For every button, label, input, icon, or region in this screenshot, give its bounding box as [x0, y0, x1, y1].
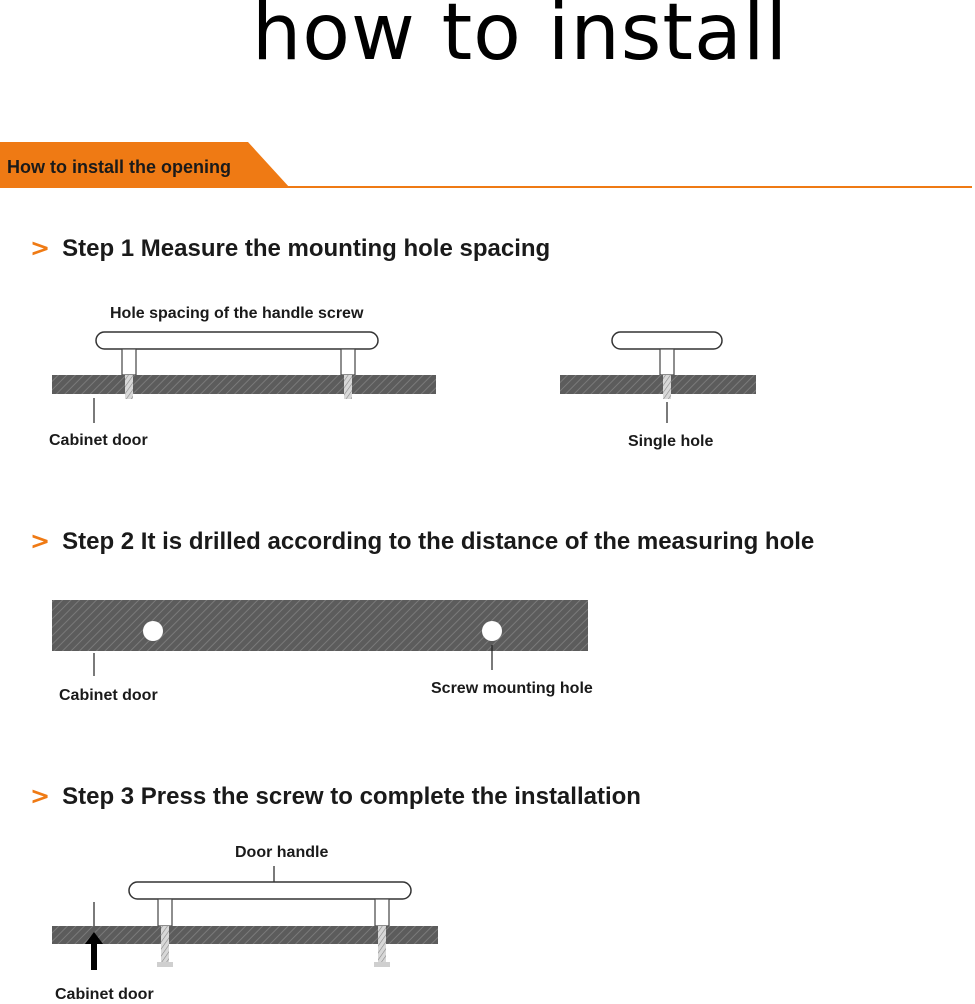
handle-bar — [96, 332, 378, 349]
screw-single — [663, 375, 671, 399]
door-handle-label: Door handle — [235, 844, 329, 861]
knob-bar — [612, 332, 722, 349]
drilled-hole-left — [143, 621, 163, 641]
step1-handle-diagram — [52, 332, 436, 423]
chevron-right-icon: > — [30, 234, 51, 262]
cabinet-door-board — [52, 375, 436, 394]
handle-leg-right — [341, 349, 355, 375]
page-title: how to install — [251, 0, 789, 78]
chevron-right-icon: > — [30, 527, 51, 555]
chevron-right-icon: > — [30, 782, 51, 810]
screw-head-left — [157, 962, 173, 967]
handle-leg-left — [158, 899, 172, 926]
screw-right — [378, 926, 386, 964]
cabinet-door-label: Cabinet door — [59, 687, 158, 704]
screw-right — [344, 375, 352, 399]
banner-label: How to install the opening — [7, 157, 231, 177]
screw-mounting-hole-label: Screw mounting hole — [431, 680, 593, 697]
knob-leg — [660, 349, 674, 375]
step-3-text: Step 3 Press the screw to complete the installation — [62, 783, 641, 810]
step3-installed-handle-diagram — [52, 866, 438, 970]
step2-drilled-board-diagram — [52, 600, 588, 676]
screw-left — [125, 375, 133, 399]
screw-left — [161, 926, 169, 964]
hole-spacing-label: Hole spacing of the handle screw — [110, 305, 364, 322]
handle-bar — [129, 882, 411, 899]
screw-head-right — [374, 962, 390, 967]
step-1-text: Step 1 Measure the mounting hole spacing — [62, 235, 551, 262]
step-2-text: Step 2 It is drilled according to the distance of the measuring hole — [62, 528, 815, 555]
handle-leg-right — [375, 899, 389, 926]
cabinet-door-label: Cabinet door — [55, 986, 154, 1003]
single-hole-label: Single hole — [628, 433, 714, 450]
drilled-hole-right — [482, 621, 502, 641]
step1-single-hole-diagram — [560, 332, 756, 423]
handle-leg-left — [122, 349, 136, 375]
cabinet-door-board — [560, 375, 756, 394]
cabinet-door-label: Cabinet door — [49, 432, 148, 449]
cabinet-door-board — [52, 600, 588, 651]
